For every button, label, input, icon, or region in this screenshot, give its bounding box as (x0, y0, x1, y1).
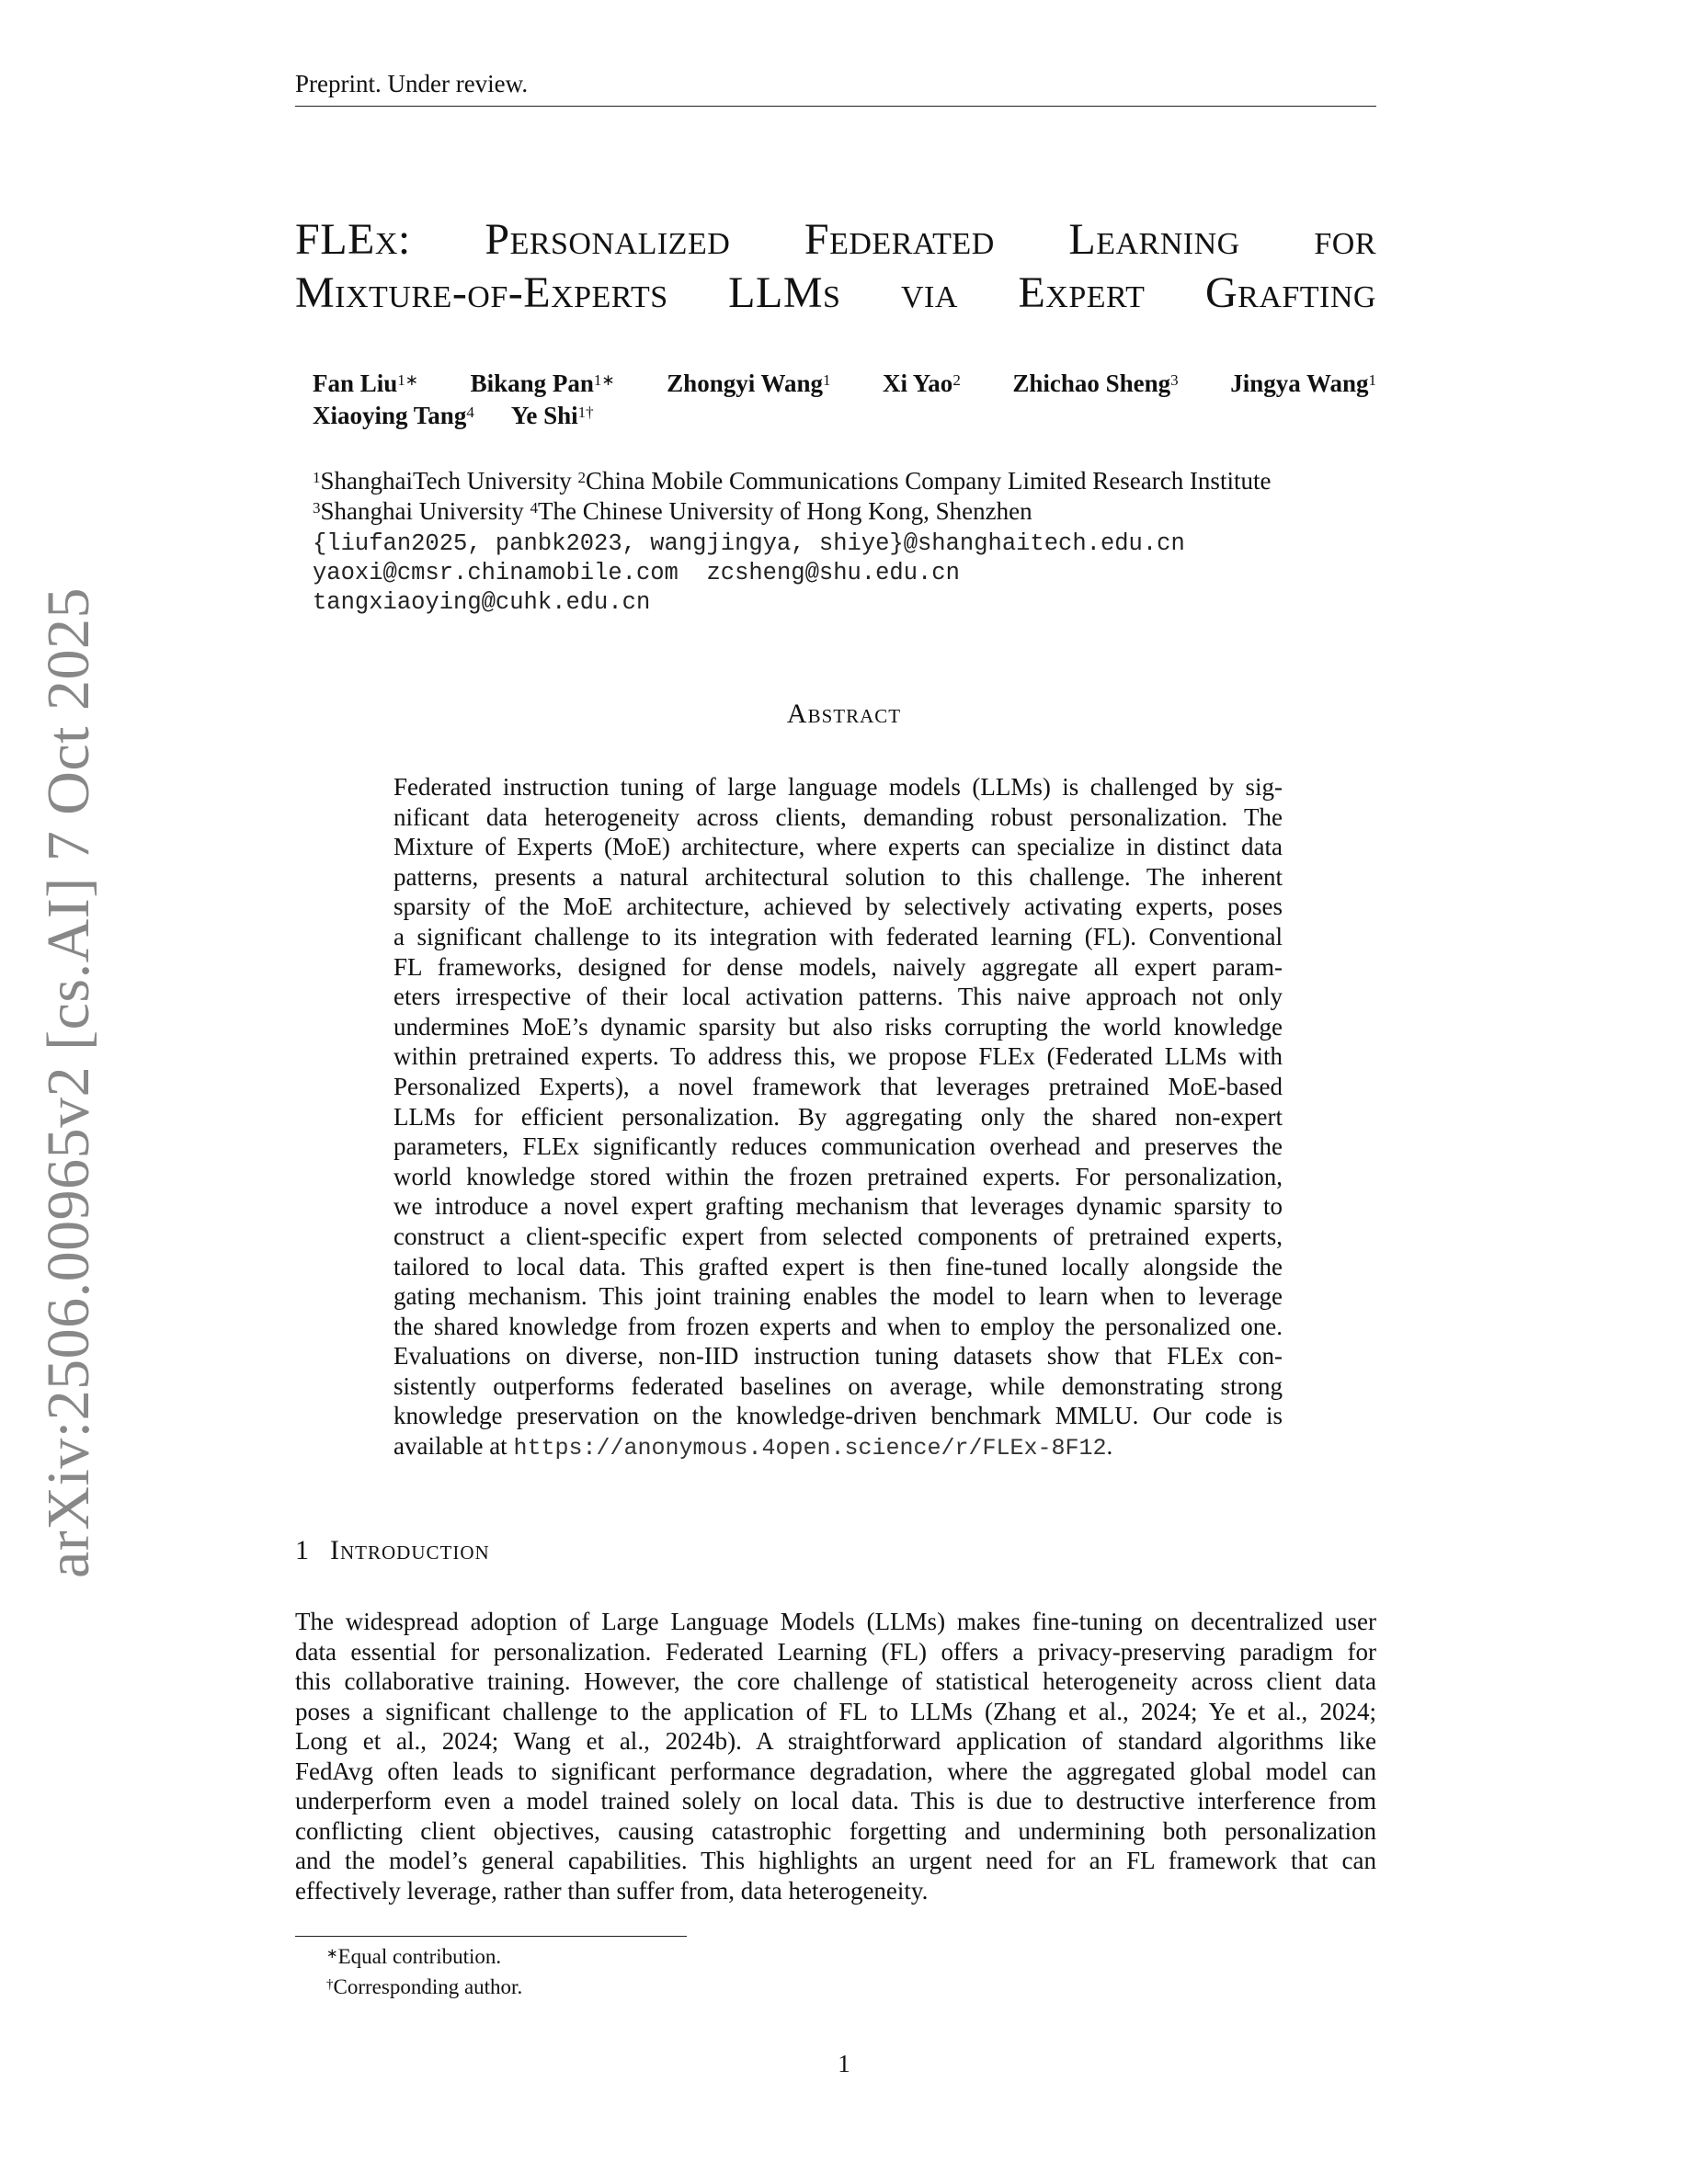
abstract-line: Mixture of Experts (MoE) architecture, where experts can specialize in distinct data (393, 833, 1283, 861)
abstract-body (393, 772, 1283, 1464)
affiliation: $^1$ShanghaiTech University (313, 467, 578, 495)
author: Xiaoying Tang$^4$ (313, 402, 474, 429)
affiliation: $^4$The Chinese University of Hong Kong, Shenzhen (530, 497, 1032, 525)
paragraph-line: underperform even a model trained solely on local data. This is due to destructive interference from (295, 1787, 1376, 1814)
paragraph-line: FedAvg often leads to significant performance degradation, where the aggregated global model can (295, 1757, 1376, 1785)
footnotes (326, 1941, 522, 2002)
paragraph-line: poses a significant challenge to the application of FL to LLMs (Zhang et al., 2024; Ye et al., 2024; (295, 1697, 1376, 1725)
abstract-line: within pretrained experts. To address this, we propose FLEx (Federated LLMs with (393, 1042, 1283, 1071)
author: Xi Yao$^2$ (883, 370, 961, 397)
abstract-line: sistently outperforms federated baselines on average, while demonstrating strong (393, 1371, 1283, 1400)
abstract-line: world knowledge stored within the frozen pretrained experts. For personalization, (393, 1162, 1283, 1190)
introduction-paragraph (295, 1607, 1376, 1905)
abstract-line: Federated instruction tuning of large language models (LLMs) is challenged by sig- (393, 773, 1283, 801)
author: Zhongyi Wang$^1$ (667, 370, 831, 397)
paragraph-line: and the model’s general capabilities. This highlights an urgent need for an FL framework that can (295, 1847, 1376, 1874)
author: Zhichao Sheng$^3$ (1012, 370, 1179, 397)
paragraph-line: effectively leverage, rather than suffer from, data heterogeneity. (295, 1876, 929, 1905)
abstract-line: knowledge preservation on the knowledge-driven benchmark MMLU. Our code is (393, 1402, 1283, 1430)
author: Jingya Wang$^1$ (1230, 370, 1376, 397)
footnote-rule (295, 1936, 687, 1937)
header-rule (295, 106, 1376, 107)
abstract-line: LLMs for efficient personalization. By aggregating only the shared non-expert (393, 1102, 1283, 1131)
affiliation: $^2$China Mobile Communications Company Limited Research Institute (577, 467, 1272, 495)
abstract-line: construct a client-specific expert from selected components of pretrained experts, (393, 1222, 1283, 1250)
abstract-line: eters irrespective of their local activation patterns. This naive approach not only (393, 983, 1283, 1011)
email-line: {liufan2025, panbk2023, wangjingya, shiye}@shanghaitech.edu.cn (313, 530, 1185, 557)
code-link[interactable]: https://anonymous.4open.science/r/FLEx-8F12 (513, 1435, 1107, 1462)
abstract-text: available at (393, 1432, 514, 1461)
page-number: 1 (838, 2050, 850, 2077)
author: Ye Shi$^{1\dagger}$ (510, 402, 594, 429)
abstract-line: undermines MoE’s dynamic sparsity but also risks corrupting the world knowledge (393, 1012, 1283, 1041)
abstract-line: the shared knowledge from frozen experts and when to employ the personalized one. (393, 1312, 1283, 1340)
paragraph-line: conflicting client objectives, causing catastrophic forgetting and undermining both personalization (295, 1816, 1376, 1845)
section-heading-introduction: 1 Introduction (295, 1535, 490, 1565)
author-emails (313, 529, 1185, 618)
author: Bikang Pan$^{1∗}$ (470, 370, 615, 397)
abstract-line (393, 1431, 1283, 1464)
abstract-line: we introduce a novel expert grafting mechanism that leverages dynamic sparsity to (393, 1192, 1283, 1221)
title-line: Mixture-of-Experts LLMs via Expert Grafting (295, 268, 1376, 317)
abstract-heading: Abstract (786, 699, 902, 729)
paragraph-line: The widespread adoption of Large Language Models (LLMs) makes fine-tuning on decentralized user (295, 1608, 1376, 1635)
abstract-line: patterns, presents a natural architectural solution to this challenge. The inherent (393, 862, 1283, 891)
abstract-line: parameters, FLEx significantly reduces communication overhead and preserves the (393, 1132, 1283, 1161)
email-line: tangxiaoying@cuhk.edu.cn (313, 589, 651, 616)
author-list (313, 368, 1376, 432)
paragraph-line: this collaborative training. However, the core challenge of statistical heterogeneity across client data (295, 1667, 1376, 1695)
abstract-line: a significant challenge to its integration with federated learning (FL). Conventional (393, 922, 1283, 950)
abstract-line: sparsity of the MoE architecture, achieved by selectively activating experts, poses (393, 893, 1283, 921)
abstract-line: nificant data heterogeneity across clients, demanding robust personalization. The (393, 802, 1283, 831)
email-line: yaoxi@cmsr.chinamobile.com zcsheng@shu.edu.cn (313, 560, 960, 586)
author: Fan Liu$^{1∗}$ (313, 370, 419, 397)
abstract-line: gating mechanism. This joint training enables the model to learn when to leverage (393, 1282, 1283, 1311)
affiliation: $^3$Shanghai University (313, 497, 530, 525)
abstract-text: . (1106, 1432, 1113, 1461)
title-line: FLEx: Personalized Federated Learning for (295, 215, 1376, 264)
paragraph-line: Long et al., 2024; Wang et al., 2024b). A straightforward application of standard algorithms like (295, 1727, 1376, 1755)
paper-title (295, 213, 1376, 320)
running-header: Preprint. Under review. (295, 70, 529, 97)
paragraph-line: data essential for personalization. Federated Learning (FL) offers a privacy-preserving paradigm for (295, 1637, 1376, 1666)
affiliations (313, 466, 1271, 527)
abstract-line: tailored to local data. This grafted expert is then fine-tuned locally alongside the (393, 1252, 1283, 1280)
footnote: ∗Equal contribution. (326, 1945, 502, 1968)
abstract-line: Personalized Experts), a novel framework that leverages pretrained MoE-based (393, 1072, 1283, 1100)
abstract-line: FL frameworks, designed for dense models, naively aggregate all expert param- (393, 952, 1283, 981)
footnote: †Corresponding author. (326, 1975, 523, 1998)
abstract-line: Evaluations on diverse, non-IID instruction tuning datasets show that FLEx con- (393, 1342, 1283, 1371)
arxiv-identifier-stamp[interactable]: arXiv:2506.00965v2 [cs.AI] 7 Oct 2025 (35, 587, 102, 1578)
